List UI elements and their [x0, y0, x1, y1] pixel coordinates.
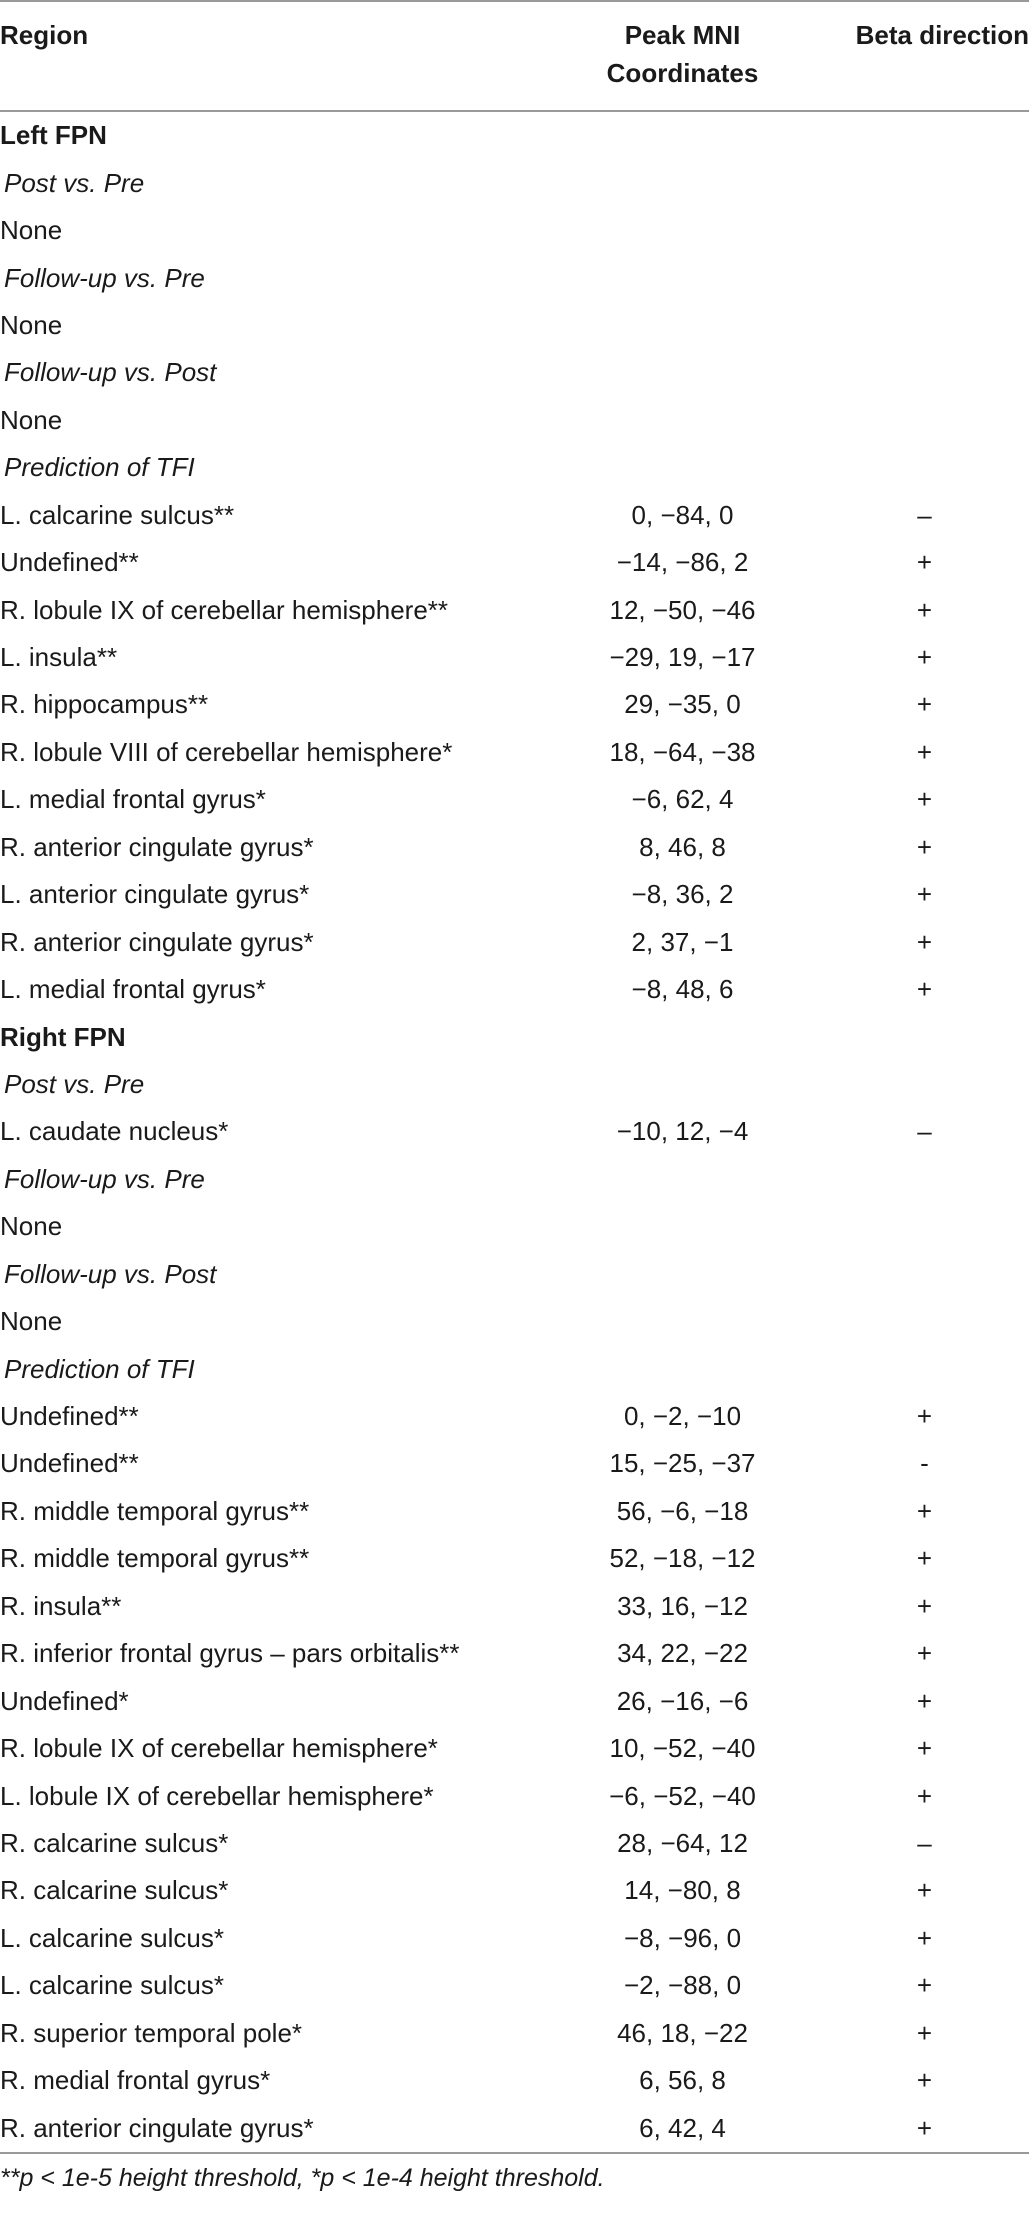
- beta-direction-cell: +: [916, 594, 933, 625]
- subsection-row: [0, 1345, 1029, 1392]
- region-cell: Follow-up vs. Pre: [4, 262, 205, 293]
- region-cell: L. calcarine sulcus*: [0, 1970, 224, 2001]
- table-row: [0, 824, 1029, 871]
- beta-direction-cell: +: [916, 642, 933, 673]
- subsection-row: [0, 349, 1029, 396]
- coordinates-cell: [545, 254, 820, 301]
- beta-direction-cell: +: [916, 689, 933, 720]
- coordinates-cell: −29, 19, −17: [609, 642, 756, 673]
- section-row: [0, 111, 1029, 159]
- coordinates-cell: −10, 12, −4: [616, 1116, 749, 1147]
- beta-direction-cell: +: [916, 2065, 933, 2096]
- table-row: [0, 539, 1029, 586]
- coordinates-cell: 56, −6, −18: [616, 1495, 749, 1526]
- coordinates-cell: −6, −52, −40: [609, 1780, 756, 1811]
- region-cell: None: [0, 215, 63, 246]
- subsection-row: [0, 254, 1029, 301]
- table-row: [0, 1108, 1029, 1155]
- coordinates-cell: [545, 1061, 820, 1108]
- table-row: [0, 918, 1029, 965]
- beta-direction-cell: +: [916, 1922, 933, 1953]
- region-cell: L. medial frontal gyrus*: [0, 784, 266, 815]
- coordinates-cell: 34, 22, −22: [617, 1638, 748, 1669]
- beta-direction-cell: +: [820, 2104, 1029, 2152]
- beta-direction-cell: +: [916, 2017, 933, 2048]
- table-body: [0, 111, 1029, 2153]
- coordinates-cell: 52, −18, −12: [609, 1543, 756, 1574]
- region-cell: L. insula**: [0, 642, 118, 673]
- region-cell: None: [0, 1211, 63, 1242]
- coordinates-cell: [545, 1013, 820, 1060]
- table-row: [0, 1298, 1029, 1345]
- region-cell: R. middle temporal gyrus**: [0, 1495, 310, 1526]
- coordinates-cell: −8, −96, 0: [623, 1922, 742, 1953]
- coordinates-cell: −8, 36, 2: [631, 879, 734, 910]
- beta-direction-cell: [820, 1345, 1029, 1392]
- region-cell: Undefined**: [0, 1448, 139, 1479]
- coordinates-cell: [545, 159, 820, 206]
- region-cell: None: [0, 1306, 63, 1337]
- beta-direction-cell: [820, 1298, 1029, 1345]
- subsection-row: [0, 159, 1029, 206]
- region-cell: R. lobule IX of cerebellar hemisphere**: [0, 594, 449, 625]
- table-row: [0, 1725, 1029, 1772]
- coordinates-cell: 12, −50, −46: [609, 594, 756, 625]
- region-cell: R. insula**: [0, 1590, 122, 1621]
- coordinates-cell: [545, 1345, 820, 1392]
- region-cell: R. hippocampus**: [0, 689, 209, 720]
- region-cell: Undefined*: [0, 1685, 129, 1716]
- region-cell: R. lobule IX of cerebellar hemisphere*: [0, 1733, 438, 1764]
- coordinates-cell: [545, 444, 820, 491]
- section-row: [0, 1013, 1029, 1060]
- region-cell: L. calcarine sulcus**: [0, 499, 235, 530]
- region-cell: Undefined**: [0, 547, 139, 578]
- coordinates-cell: −2, −88, 0: [623, 1970, 742, 2001]
- coordinates-cell: [545, 1298, 820, 1345]
- region-cell: R. superior temporal pole*: [0, 2017, 303, 2048]
- table-row: [0, 1488, 1029, 1535]
- region-cell: Prediction of TFI: [4, 1353, 195, 1384]
- region-cell: L. caudate nucleus*: [0, 1116, 229, 1147]
- region-cell: R. calcarine sulcus*: [0, 1875, 229, 1906]
- coordinates-cell: [545, 397, 820, 444]
- subsection-row: [0, 1251, 1029, 1298]
- beta-direction-cell: +: [916, 831, 933, 862]
- region-cell: R. calcarine sulcus*: [0, 1827, 229, 1858]
- table-row: [0, 634, 1029, 681]
- coordinates-cell: [545, 111, 820, 159]
- table-row: [0, 397, 1029, 444]
- coordinates-cell: 18, −64, −38: [609, 736, 756, 767]
- region-cell: R. anterior cingulate gyrus*: [0, 926, 314, 957]
- coordinates-cell: 28, −64, 12: [617, 1827, 748, 1858]
- table-row: [0, 1962, 1029, 2009]
- header-coordinates-line2: Coordinates: [606, 58, 759, 88]
- header-coordinates-line1: Peak MNI: [624, 20, 741, 50]
- table-row: [0, 966, 1029, 1013]
- beta-direction-cell: +: [916, 1401, 933, 1432]
- beta-direction-cell: -: [920, 1448, 929, 1479]
- table-row: [0, 729, 1029, 776]
- table-row: [0, 492, 1029, 539]
- beta-direction-cell: [820, 397, 1029, 444]
- region-cell: L. lobule IX of cerebellar hemisphere*: [0, 1780, 434, 1811]
- beta-direction-cell: [820, 111, 1029, 159]
- region-cell: Prediction of TFI: [4, 452, 195, 483]
- header-coordinates: [545, 1, 820, 111]
- subsection-row: [0, 444, 1029, 491]
- coordinates-cell: −14, −86, 2: [616, 547, 749, 578]
- coordinates-cell: [545, 207, 820, 254]
- table-row: [0, 586, 1029, 633]
- beta-direction-cell: +: [916, 736, 933, 767]
- table-row: [0, 207, 1029, 254]
- coordinates-cell: −8, 48, 6: [631, 974, 734, 1005]
- region-cell: R. medial frontal gyrus*: [0, 2065, 271, 2096]
- beta-direction-cell: +: [916, 1543, 933, 1574]
- region-cell: Follow-up vs. Post: [4, 1258, 217, 1289]
- coordinates-cell: [545, 1251, 820, 1298]
- table-row: [0, 2057, 1029, 2104]
- table-row: [0, 302, 1029, 349]
- region-cell: R. anterior cingulate gyrus*: [0, 831, 314, 862]
- coordinates-cell: 0, −2, −10: [623, 1401, 742, 1432]
- beta-direction-cell: [820, 444, 1029, 491]
- beta-direction-cell: +: [916, 926, 933, 957]
- region-cell: Right FPN: [0, 1021, 126, 1052]
- subsection-row: [0, 1156, 1029, 1203]
- beta-direction-cell: +: [916, 1638, 933, 1669]
- beta-direction-cell: +: [916, 1685, 933, 1716]
- coordinates-cell: 0, −84, 0: [631, 499, 734, 530]
- beta-direction-cell: [820, 1013, 1029, 1060]
- region-cell: None: [0, 309, 63, 340]
- region-cell: R. middle temporal gyrus**: [0, 1543, 310, 1574]
- region-cell: R. anterior cingulate gyrus*: [0, 2104, 545, 2152]
- table-row: [0, 1535, 1029, 1582]
- region-cell: Post vs. Pre: [4, 167, 145, 198]
- coordinates-cell: [545, 1203, 820, 1250]
- coordinates-cell: [545, 349, 820, 396]
- region-cell: Follow-up vs. Post: [4, 357, 217, 388]
- beta-direction-cell: [820, 349, 1029, 396]
- coordinates-cell: 14, −80, 8: [624, 1875, 741, 1906]
- beta-direction-cell: [820, 1251, 1029, 1298]
- beta-direction-cell: [820, 207, 1029, 254]
- header-beta-direction: Beta direction: [820, 1, 1029, 111]
- table-row: [0, 1820, 1029, 1867]
- coordinates-cell: 6, 56, 8: [639, 2065, 726, 2096]
- beta-direction-cell: [820, 1156, 1029, 1203]
- table-row: [0, 2104, 1029, 2152]
- coordinates-cell: 29, −35, 0: [624, 689, 741, 720]
- table-row: [0, 1393, 1029, 1440]
- region-cell: L. medial frontal gyrus*: [0, 974, 266, 1005]
- beta-direction-cell: [820, 159, 1029, 206]
- beta-direction-cell: +: [916, 1590, 933, 1621]
- table-row: [0, 1915, 1029, 1962]
- beta-direction-cell: +: [916, 1733, 933, 1764]
- beta-direction-cell: +: [916, 1495, 933, 1526]
- header-row: [0, 1, 1029, 111]
- table-footnote: **p < 1e-5 height threshold, *p < 1e-4 height threshold.: [0, 2163, 605, 2192]
- beta-direction-cell: [820, 302, 1029, 349]
- table-header: [0, 1, 1029, 111]
- region-cell: R. lobule VIII of cerebellar hemisphere*: [0, 736, 453, 767]
- coordinates-cell: 6, 42, 4: [545, 2104, 820, 2152]
- coordinates-cell: 8, 46, 8: [639, 831, 726, 862]
- table-row: [0, 681, 1029, 728]
- beta-direction-cell: +: [916, 1875, 933, 1906]
- beta-direction-cell: +: [916, 547, 933, 578]
- region-cell: Follow-up vs. Pre: [4, 1163, 205, 1194]
- beta-direction-cell: +: [916, 1780, 933, 1811]
- beta-direction-cell: –: [917, 1827, 932, 1858]
- table-row: [0, 1440, 1029, 1487]
- table-row: [0, 2010, 1029, 2057]
- beta-direction-cell: [820, 254, 1029, 301]
- subsection-row: [0, 1061, 1029, 1108]
- coordinates-cell: −6, 62, 4: [631, 784, 734, 815]
- region-cell: R. inferior frontal gyrus – pars orbitalis**: [0, 1638, 460, 1669]
- region-cell: Undefined**: [0, 1401, 139, 1432]
- beta-direction-cell: –: [917, 1116, 932, 1147]
- region-cell: L. calcarine sulcus*: [0, 1922, 224, 1953]
- beta-direction-cell: [820, 1203, 1029, 1250]
- region-cell: None: [0, 404, 63, 435]
- coordinates-cell: 15, −25, −37: [609, 1448, 756, 1479]
- beta-direction-cell: +: [916, 879, 933, 910]
- region-cell: L. anterior cingulate gyrus*: [0, 879, 310, 910]
- table-row: [0, 871, 1029, 918]
- region-cell: Left FPN: [0, 120, 107, 151]
- coordinates-cell: 2, 37, −1: [631, 926, 734, 957]
- beta-direction-cell: –: [917, 499, 932, 530]
- table-row: [0, 1203, 1029, 1250]
- beta-direction-cell: +: [916, 1970, 933, 2001]
- coordinates-cell: 26, −16, −6: [616, 1685, 749, 1716]
- table-row: [0, 1772, 1029, 1819]
- table-row: [0, 1630, 1029, 1677]
- coordinates-cell: [545, 302, 820, 349]
- header-region: Region: [0, 1, 545, 111]
- region-cell: Post vs. Pre: [4, 1068, 145, 1099]
- beta-direction-cell: +: [916, 974, 933, 1005]
- coordinates-cell: [545, 1156, 820, 1203]
- beta-direction-cell: [820, 1061, 1029, 1108]
- coordinates-cell: 46, 18, −22: [617, 2017, 748, 2048]
- table-row: [0, 776, 1029, 823]
- beta-direction-cell: +: [916, 784, 933, 815]
- table-row: [0, 1677, 1029, 1724]
- table-row: [0, 1867, 1029, 1914]
- coordinates-cell: 33, 16, −12: [617, 1590, 748, 1621]
- table-row: [0, 1583, 1029, 1630]
- coordinates-cell: 10, −52, −40: [609, 1733, 756, 1764]
